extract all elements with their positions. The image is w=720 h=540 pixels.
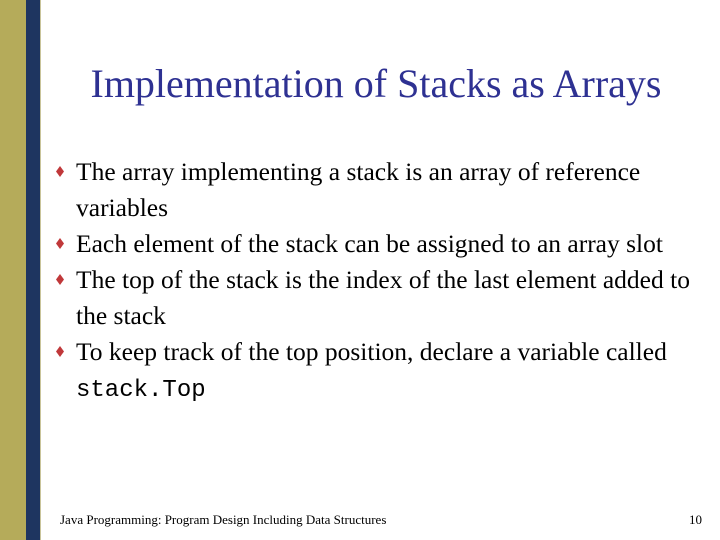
left-stripe-navy — [26, 0, 40, 540]
diamond-bullet-icon — [56, 238, 64, 249]
diamond-bullet-icon — [56, 166, 64, 177]
code-identifier: stack.Top — [76, 377, 206, 404]
footer-course-title: Java Programming: Program Design Including Data Structures — [60, 512, 387, 527]
bullet-item — [56, 154, 696, 226]
bullet-item — [56, 226, 696, 262]
left-stripe-olive — [0, 0, 26, 540]
diamond-bullet-icon — [56, 346, 64, 357]
bullet-text: The array implementing a stack is an array of reference variables — [76, 157, 641, 222]
slide-title: Implementation of Stacks as Arrays — [90, 61, 662, 106]
bullet-text: Each element of the stack can be assigned to an array slot — [76, 229, 663, 258]
bullet-text: The top of the stack is the index of the last element added to the stack — [76, 265, 690, 330]
bullet-item — [56, 334, 696, 409]
diamond-bullet-icon — [56, 274, 64, 285]
left-stripe-rule — [40, 0, 41, 540]
bullet-text — [76, 337, 667, 402]
bullet-list — [56, 154, 696, 409]
bullet-item — [56, 262, 696, 334]
bullet-text-prefix: To keep track of the top position, declare a variable called — [76, 337, 667, 366]
footer-page-number: 10 — [689, 512, 702, 527]
